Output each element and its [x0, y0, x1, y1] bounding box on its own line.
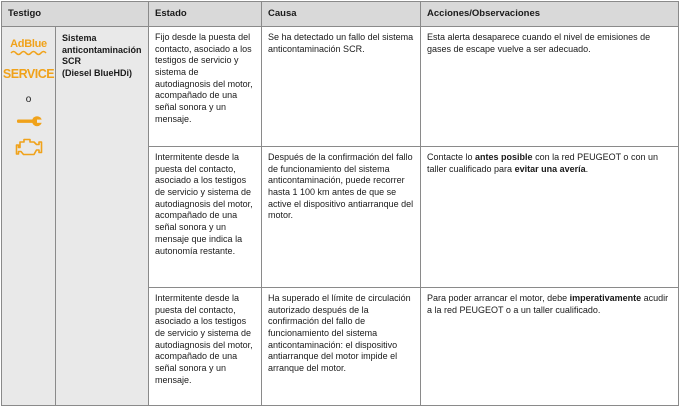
- service-icon: SERVICE: [2, 67, 55, 82]
- estado-cell: Intermitente desde la puesta del contacto, asociado a los testigos de servicio y sistema de autodiagnosis del motor, acompañado de una señal sonora y un mensaje que indica la autonomía restante.: [149, 147, 262, 288]
- engine-icon: [14, 136, 44, 158]
- table-row: [2, 27, 679, 147]
- system-variant: (Diesel BlueHDi): [62, 67, 133, 78]
- header-testigo: Testigo: [2, 2, 149, 27]
- table-header-row: [2, 2, 679, 27]
- acciones-emphasis: evitar una avería: [514, 163, 586, 174]
- system-name-cell: [56, 27, 149, 406]
- acciones-text: Para poder arrancar el motor, debe: [427, 293, 570, 303]
- or-separator: o: [25, 93, 32, 105]
- causa-cell: Se ha detectado un fallo del sistema anticontaminación SCR.: [262, 27, 421, 147]
- adblue-icon: [9, 37, 49, 56]
- system-name: Sistema anticontaminación SCR: [62, 33, 142, 67]
- acciones-emphasis: antes posible: [475, 152, 533, 162]
- adblue-icon-label: AdBlue: [10, 38, 47, 50]
- acciones-text: con la red PEUGEOT o con un taller cualificado para: [427, 152, 658, 174]
- warning-lights-table: [1, 1, 679, 406]
- causa-cell: Después de la confirmación del fallo de funcionamiento del sistema anticontaminación, puede recorrer hasta 1 100 km antes de que se active el dispositivo antiarranque del motor.: [262, 147, 421, 288]
- adblue-wave-icon: [10, 50, 48, 56]
- acciones-emphasis: imperativamente: [569, 293, 642, 303]
- estado-cell: Fijo desde la puesta del contacto, asociado a los testigos de servicio y sistema de autodiagnosis del motor, acompañado de una señal sonora y un mensaje.: [149, 27, 262, 147]
- acciones-cell: [421, 147, 679, 288]
- header-causa: Causa: [262, 2, 421, 27]
- acciones-cell: [421, 288, 679, 406]
- acciones-text: Contacte lo: [427, 152, 476, 162]
- header-estado: Estado: [149, 2, 262, 27]
- acciones-text: Esta alerta desaparece cuando el nivel de emisiones de gases de escape vuelve a ser adecuado.: [427, 32, 651, 54]
- wrench-icon: [15, 114, 43, 128]
- causa-cell: Ha superado el límite de circulación autorizado después de la confirmación del fallo de funcionamiento del sistema anticontaminación: el dispositivo antiarranque del motor impide el arranque del motor.: [262, 288, 421, 406]
- indicator-icons-cell: [2, 27, 56, 406]
- acciones-cell: [421, 27, 679, 147]
- estado-cell: Intermitente desde la puesta del contacto, asociado a los testigos de servicio y sistema de autodiagnosis del motor, acompañado de una señal sonora y un mensaje.: [149, 288, 262, 406]
- acciones-text: acudir a la red PEUGEOT o a un taller cualificado.: [427, 293, 669, 315]
- header-acciones: Acciones/Observaciones: [421, 2, 679, 27]
- acciones-text: .: [585, 163, 589, 174]
